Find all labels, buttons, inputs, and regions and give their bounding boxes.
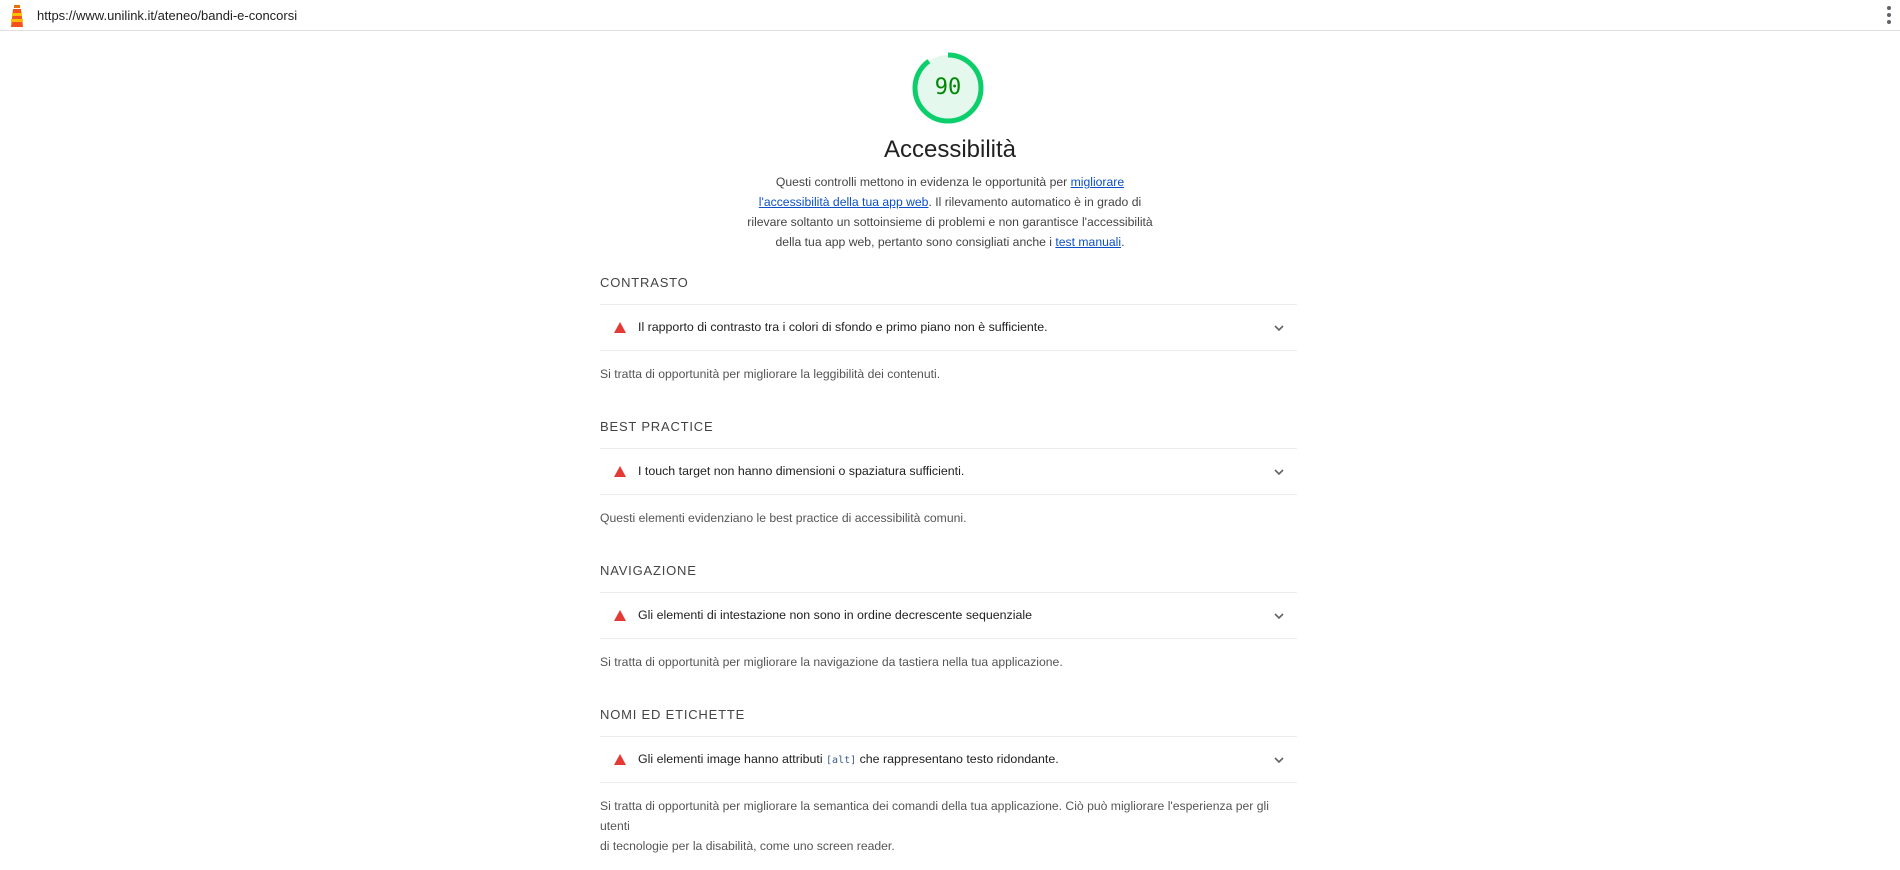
lighthouse-icon [8, 5, 26, 27]
manual-tests-link[interactable]: test manuali [1055, 235, 1122, 249]
audit-title: Il rapporto di contrasto tra i colori di sfondo e primo piano non è sufficiente. [638, 320, 1048, 334]
kebab-menu-icon[interactable] [1886, 6, 1892, 26]
audit-row-contrast[interactable] [600, 304, 1297, 351]
audit-row-heading-order[interactable] [600, 592, 1297, 639]
audit-title: I touch target non hanno dimensioni o spaziatura sufficienti. [638, 464, 965, 478]
audit-title: Gli elementi image hanno attributi [alt] che rappresentano testo ridondante. [638, 752, 1059, 766]
category-title: Accessibilità [883, 136, 1017, 163]
group-description: Questi elementi evidenziano le best practice di accessibilità comuni. [600, 511, 967, 525]
warning-triangle-icon [614, 610, 626, 621]
audit-row-touch-targets[interactable] [600, 448, 1297, 495]
page-url[interactable]: https://www.unilink.it/ateneo/bandi-e-concorsi [37, 8, 298, 23]
chevron-down-icon[interactable] [1273, 754, 1285, 766]
group-title-names-labels: NOMI ED ETICHETTE [600, 707, 746, 722]
group-description: Si tratta di opportunità per migliorare la leggibilità dei contenuti. [600, 367, 941, 381]
improve-accessibility-link-continued[interactable]: l'accessibilità della tua app web [758, 195, 929, 209]
warning-triangle-icon [614, 466, 626, 477]
audit-title: Gli elementi di intestazione non sono in ordine decrescente sequenziale [638, 608, 1032, 622]
category-description: Questi controlli mettono in evidenza le opportunità per migliorare l'accessibilità della tua app web. Il rilevamento automatico è in grado di rilevare soltanto un sottoinsieme di problemi e non garantisce l'accessibilità della tua app web, pertanto sono consigliati anche i test manuali. [747, 175, 1153, 249]
score-value: 90 [934, 75, 962, 100]
warning-triangle-icon [614, 322, 626, 333]
chevron-down-icon[interactable] [1273, 466, 1285, 478]
alt-attribute-code: [alt] [826, 755, 857, 766]
group-title-best-practice: BEST PRACTICE [600, 419, 714, 434]
audit-row-image-alt[interactable] [600, 736, 1297, 783]
group-description: Si tratta di opportunità per migliorare la semantica dei comandi della tua applicazione. Ciò può migliorare l'esperienza per gli utenti di tecnologie per la disabilità, come uno screen reader. [600, 799, 1269, 853]
browser-top-bar [0, 0, 1900, 31]
group-title-contrast: CONTRASTO [600, 275, 689, 290]
group-title-navigation: NAVIGAZIONE [600, 563, 697, 578]
chevron-down-icon[interactable] [1273, 322, 1285, 334]
chevron-down-icon[interactable] [1273, 610, 1285, 622]
improve-accessibility-link[interactable]: migliorare [1070, 175, 1125, 189]
warning-triangle-icon [614, 754, 626, 765]
group-description: Si tratta di opportunità per migliorare la navigazione da tastiera nella tua applicazione. [600, 655, 1063, 669]
